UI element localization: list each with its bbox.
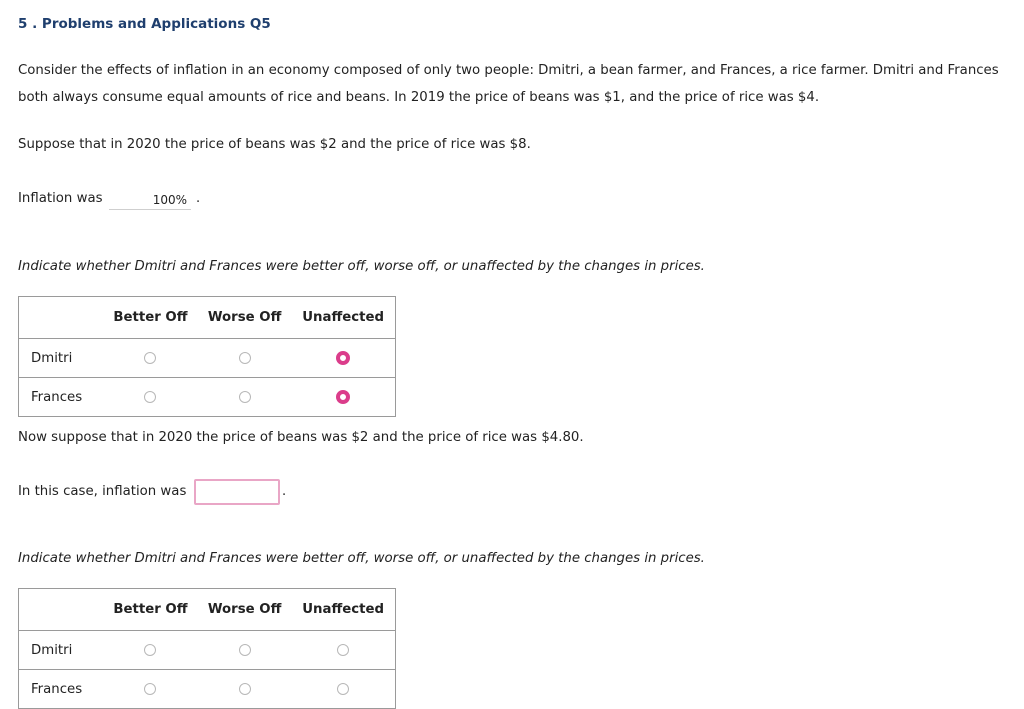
scenario-2-text: Now suppose that in 2020 the price of beans was $2 and the price of rice was $4.80. bbox=[18, 430, 584, 445]
indicate-2-text: Indicate whether Dmitri and Frances were better off, worse off, or unaffected by the changes in prices. bbox=[18, 551, 705, 566]
t2-frances-better-off-radio[interactable] bbox=[144, 683, 156, 695]
table-2-row-frances bbox=[19, 670, 396, 709]
question-title: 5 . Problems and Applications Q5 bbox=[18, 16, 271, 32]
table-1-corner bbox=[19, 297, 103, 339]
t2-dmitri-worse-off-radio[interactable] bbox=[239, 644, 251, 656]
table-1-header-better-off: Better Off bbox=[103, 297, 198, 339]
t1-frances-worse-off-radio[interactable] bbox=[239, 391, 251, 403]
t2-dmitri-better-off-radio[interactable] bbox=[144, 644, 156, 656]
table-2-header-row bbox=[19, 589, 396, 631]
scenario-1-text: Suppose that in 2020 the price of beans was $2 and the price of rice was $8. bbox=[18, 137, 531, 152]
table-1-header-row bbox=[19, 297, 396, 339]
table-2 bbox=[18, 588, 396, 709]
indicate-1-text: Indicate whether Dmitri and Frances were better off, worse off, or unaffected by the changes in prices. bbox=[18, 259, 705, 274]
t1-dmitri-better-off-radio[interactable] bbox=[144, 352, 156, 364]
table-2-row-dmitri bbox=[19, 631, 396, 670]
t1-frances-unaffected-radio[interactable] bbox=[336, 390, 350, 404]
table-2-header-worse-off: Worse Off bbox=[198, 589, 291, 631]
table-2-corner bbox=[19, 589, 103, 631]
inflation-2-input[interactable] bbox=[194, 479, 280, 505]
table-1-row-label: Dmitri bbox=[19, 339, 103, 378]
table-2-header-unaffected: Unaffected bbox=[291, 589, 395, 631]
inflation-1-period: . bbox=[196, 191, 201, 206]
table-2-row-label: Dmitri bbox=[19, 631, 103, 670]
t1-frances-better-off-radio[interactable] bbox=[144, 391, 156, 403]
table-1-header-worse-off: Worse Off bbox=[198, 297, 291, 339]
table-2-header-better-off: Better Off bbox=[103, 589, 198, 631]
table-2-row-label: Frances bbox=[19, 670, 103, 709]
table-1-row-dmitri bbox=[19, 339, 396, 378]
table-1 bbox=[18, 296, 396, 417]
t2-dmitri-unaffected-radio[interactable] bbox=[337, 644, 349, 656]
table-1-header-unaffected: Unaffected bbox=[291, 297, 395, 339]
inflation-2-period: . bbox=[282, 484, 287, 499]
intro-line-1: Consider the effects of inflation in an economy composed of only two people: Dmitri, a bean farmer, and Frances, a rice farmer. Dmitri and Frances bbox=[18, 63, 999, 78]
t1-dmitri-worse-off-radio[interactable] bbox=[239, 352, 251, 364]
table-1-row-frances bbox=[19, 378, 396, 417]
inflation-1-answer: 100% bbox=[109, 189, 191, 210]
t1-dmitri-unaffected-radio[interactable] bbox=[336, 351, 350, 365]
inflation-2-label: In this case, inflation was bbox=[18, 484, 187, 499]
t2-frances-unaffected-radio[interactable] bbox=[337, 683, 349, 695]
table-1-row-label: Frances bbox=[19, 378, 103, 417]
inflation-1-label: Inflation was bbox=[18, 191, 103, 206]
t2-frances-worse-off-radio[interactable] bbox=[239, 683, 251, 695]
intro-line-2: both always consume equal amounts of rice and beans. In 2019 the price of beans was $1, and the price of rice was $4. bbox=[18, 90, 820, 105]
